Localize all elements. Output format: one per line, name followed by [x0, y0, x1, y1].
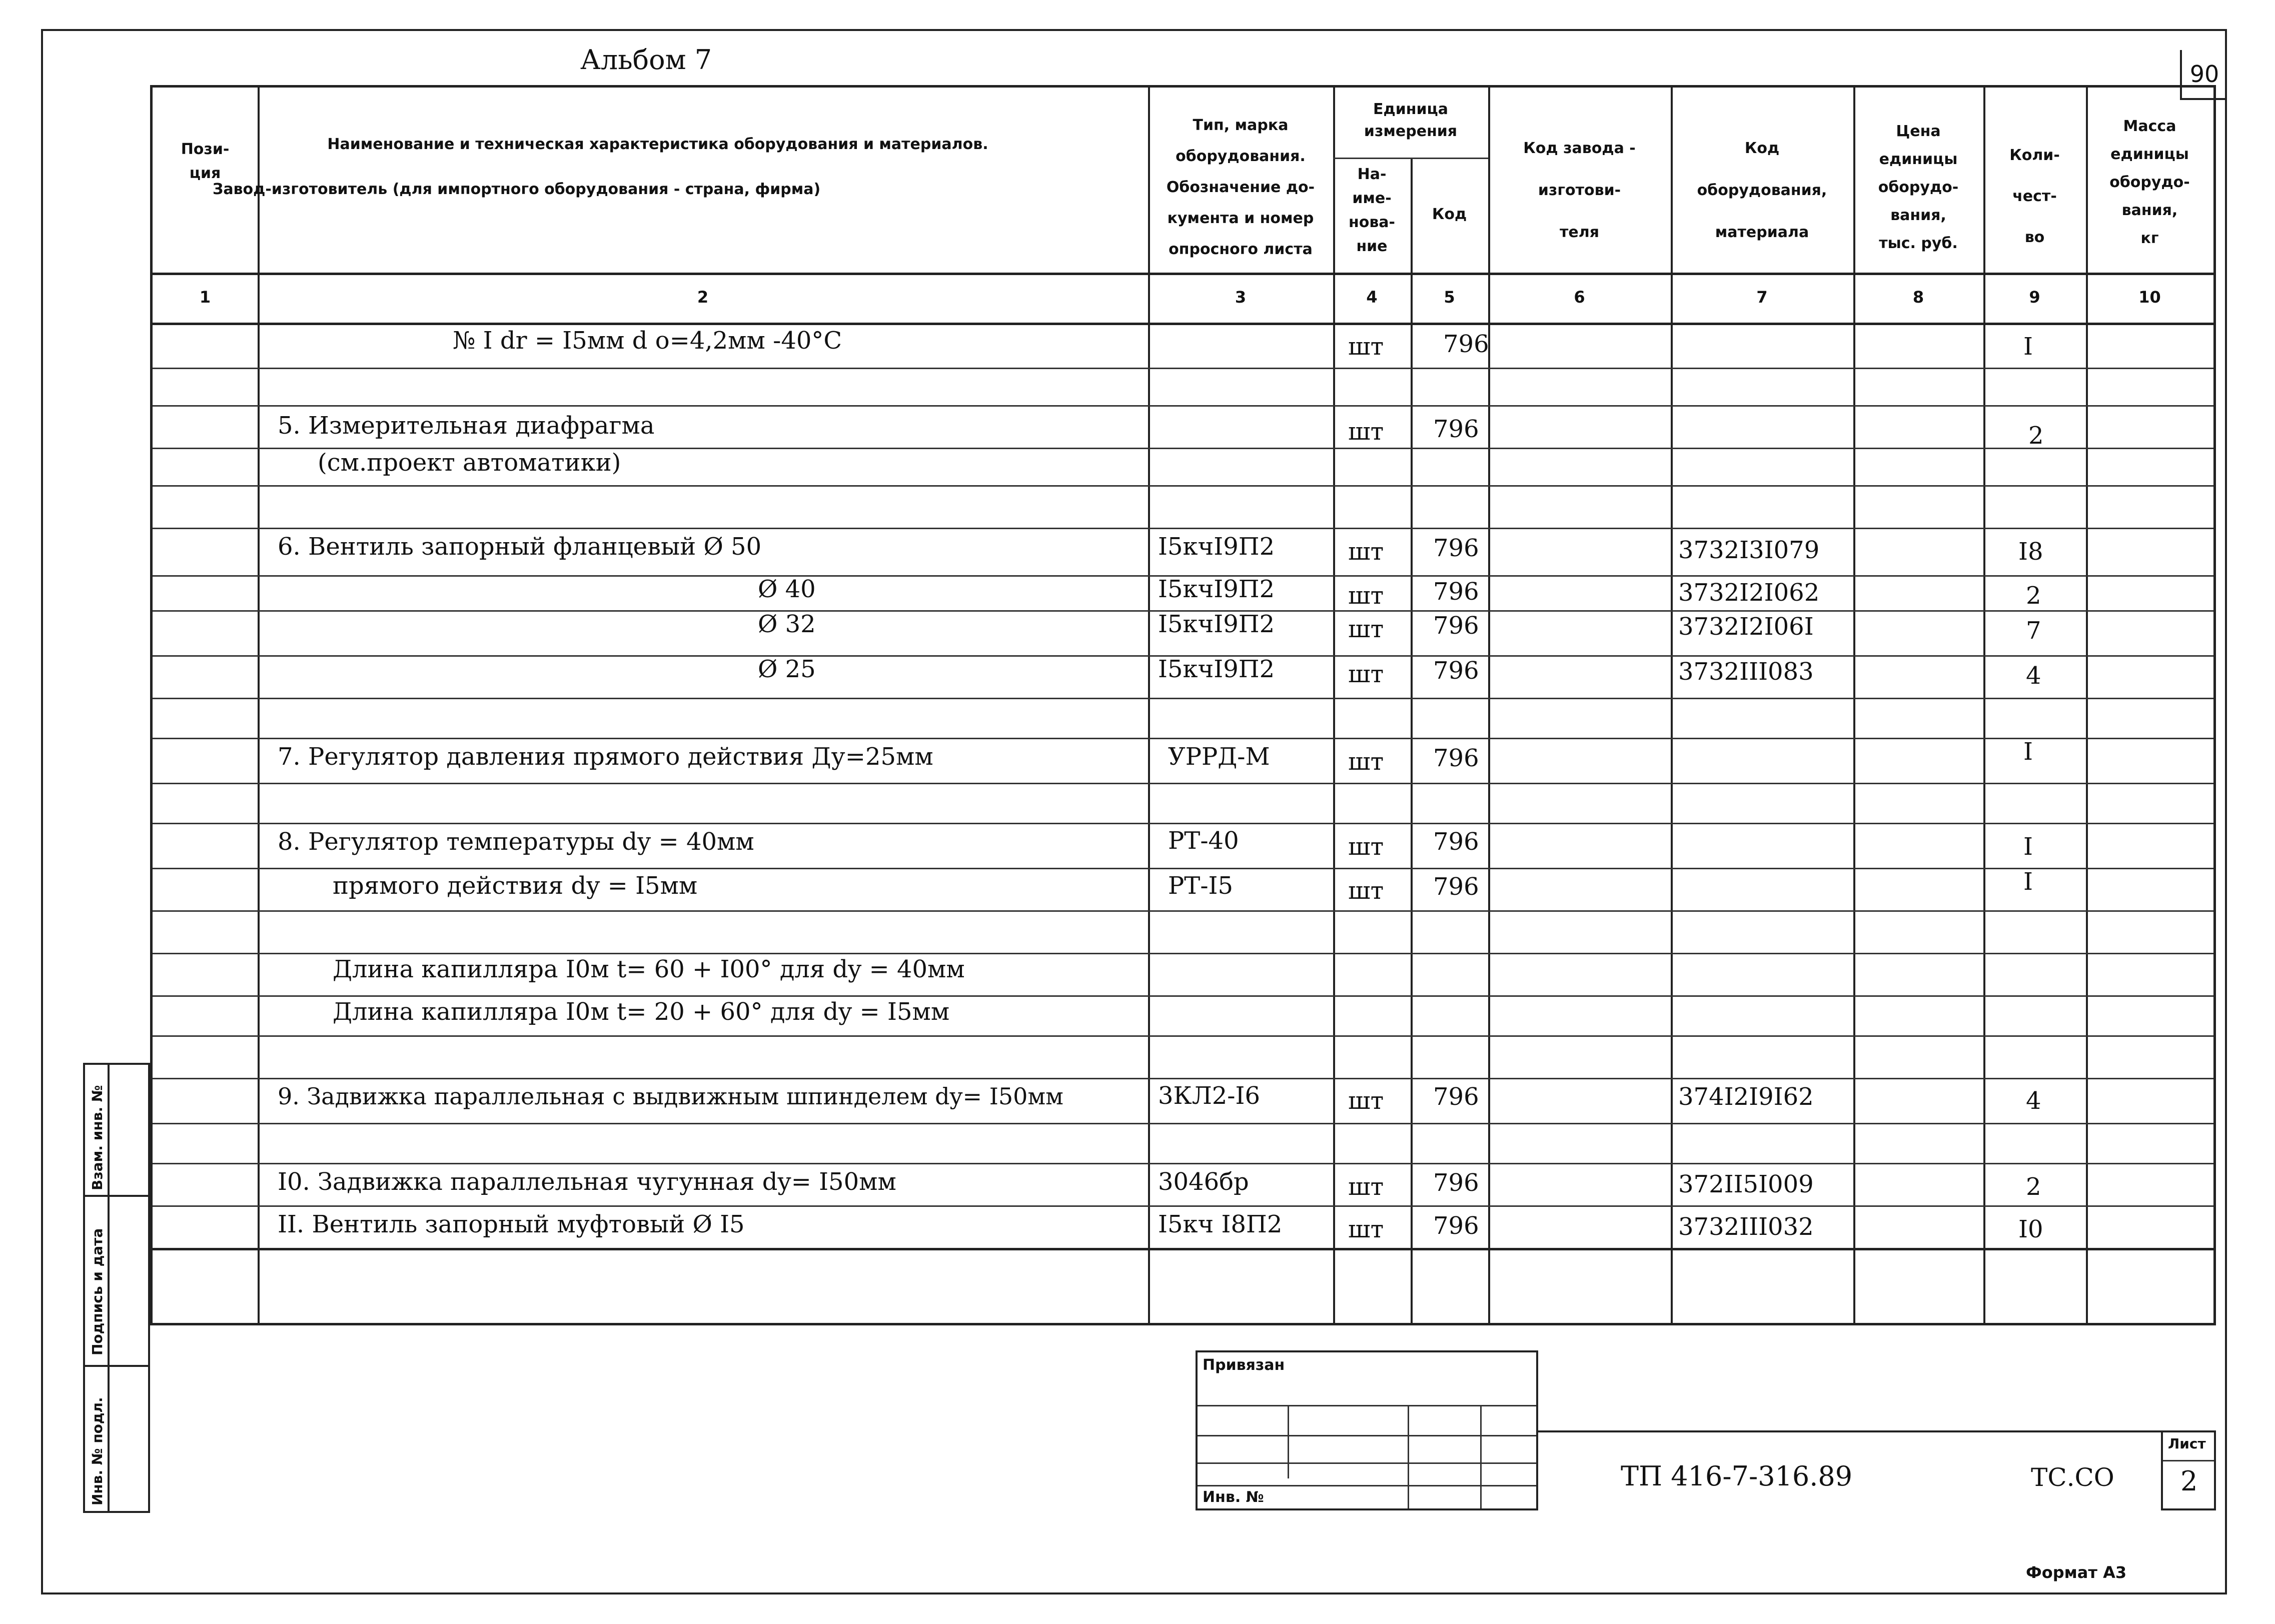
stamp-vline — [1288, 1405, 1289, 1478]
item-type: УРРД-М — [1168, 743, 1270, 771]
header-position: Пози- ция — [181, 141, 230, 182]
item-material-code: 372II5I009 — [1678, 1170, 1814, 1198]
header-name-line1: Наименование и техническая характеристика оборудования и материалов. — [327, 136, 988, 153]
item-unit-code: 796 — [1433, 873, 1479, 901]
item-unit-code: 796 — [1443, 330, 1489, 358]
sheet-number-box — [2161, 1430, 2216, 1510]
binding-stamp — [1196, 1350, 1538, 1510]
side-label-inv-podl: Инв. № подл. — [89, 1397, 106, 1505]
header-factory-code: Код завода - изготови- теля — [1523, 140, 1636, 241]
row-line — [153, 1163, 2213, 1164]
item-unit-code: 796 — [1433, 828, 1479, 856]
item-name: I0. Задвижка параллельная чугунная dy= I50мм — [278, 1168, 896, 1196]
row-line — [153, 995, 2213, 997]
stamp-line — [1198, 1462, 1536, 1464]
row-line — [153, 1248, 2213, 1250]
header-bottom — [153, 273, 2213, 275]
item-name: 7. Регулятор давления прямого действия Ду=25мм — [278, 743, 933, 771]
title-block-line — [1538, 1430, 2216, 1432]
item-type: 3КЛ2-I6 — [1158, 1082, 1260, 1110]
item-quantity: 4 — [2026, 1087, 2041, 1115]
item-unit-code: 796 — [1433, 657, 1479, 685]
item-quantity: I — [2023, 738, 2033, 766]
item-quantity: 7 — [2026, 617, 2041, 645]
item-unit-code: 796 — [1433, 415, 1479, 443]
item-unit-code: 796 — [1433, 1169, 1479, 1197]
item-material-code: 374I2I9I62 — [1678, 1083, 1814, 1111]
item-name: Ø 40 — [758, 575, 816, 603]
header-unit-code: Код — [1432, 206, 1467, 223]
list-label: Лист — [2168, 1435, 2206, 1452]
item-name: 6. Вентиль запорный фланцевый Ø 50 — [278, 533, 762, 561]
column-number: 3 — [1235, 288, 1247, 307]
item-type: I5кчI9П2 — [1158, 575, 1275, 603]
col-divider — [1411, 158, 1413, 1323]
item-type: I5кчI9П2 — [1158, 655, 1275, 683]
item-unit-code: 796 — [1433, 612, 1479, 640]
item-unit: шт — [1348, 1215, 1384, 1243]
item-name: 8. Регулятор температуры dy = 40мм — [278, 828, 754, 856]
row-line — [153, 1205, 2213, 1207]
column-number: 6 — [1574, 288, 1585, 307]
item-type: I5кчI9П2 — [1158, 533, 1275, 561]
item-quantity: 4 — [2026, 662, 2041, 690]
sheet-number: 2 — [2180, 1465, 2198, 1497]
item-quantity: 2 — [2026, 1173, 2041, 1201]
item-material-code: 3732III083 — [1678, 658, 1814, 686]
item-unit: шт — [1348, 538, 1384, 566]
side-label-podpis: Подпись и дата — [89, 1228, 106, 1355]
header-name-line2: Завод-изготовитель (для импортного оборудования - страна, фирма) — [213, 181, 821, 198]
album-title: Альбом 7 — [580, 44, 712, 76]
item-quantity: I — [2023, 333, 2033, 361]
header-unit-name: На- име- нова- ние — [1348, 166, 1396, 255]
item-unit: шт — [1348, 333, 1384, 361]
item-unit-code: 796 — [1433, 1212, 1479, 1240]
column-number: 1 — [199, 288, 211, 307]
item-quantity: I8 — [2018, 538, 2043, 566]
item-unit-code: 796 — [1433, 534, 1479, 562]
item-quantity: 2 — [2026, 582, 2041, 610]
row-line — [153, 823, 2213, 824]
item-type: I5кчI9П2 — [1158, 610, 1275, 638]
item-name-continued: (см.проект автоматики) — [318, 449, 621, 477]
item-name: 9. Задвижка параллельная с выдвижным шпинделем dy= I50мм — [278, 1083, 1063, 1110]
item-name-continued: прямого действия dy = I5мм — [333, 872, 698, 900]
header-material-code: Код оборудования, материала — [1697, 140, 1827, 241]
colnum-bottom — [153, 323, 2213, 325]
item-quantity: I0 — [2018, 1215, 2043, 1243]
strip-divider — [85, 1195, 148, 1197]
item-quantity: I — [2023, 833, 2033, 861]
item-material-code: 3732I2I06I — [1678, 613, 1814, 641]
column-number: 5 — [1444, 288, 1455, 307]
header-mass: Масса единицы оборудо- вания, кг — [2109, 118, 2190, 247]
header-type: Тип, марка оборудования. Обозначение до- кумента и номер опросного листа — [1166, 117, 1315, 258]
stamp-vline — [1480, 1405, 1482, 1508]
document-code: ТП 416-7-316.89 — [1621, 1460, 1853, 1492]
page-number: 90 — [2180, 50, 2227, 100]
unit-header-divider — [1333, 158, 1488, 159]
item-quantity: 2 — [2028, 422, 2044, 450]
header-unit-group: Единица измерения — [1364, 101, 1458, 140]
item-unit: шт — [1348, 833, 1384, 861]
row-line — [153, 698, 2213, 699]
item-unit-code: 796 — [1433, 744, 1479, 772]
item-type: I5кч I8П2 — [1158, 1210, 1283, 1238]
list-divider — [2163, 1460, 2214, 1461]
specification-table — [150, 85, 2216, 1325]
row-line — [153, 783, 2213, 784]
item-unit: шт — [1348, 1173, 1384, 1201]
strip-divider — [108, 1065, 110, 1511]
item-type: РТ-40 — [1168, 827, 1239, 855]
header-quantity: Коли- чест- во — [2009, 147, 2060, 246]
document-mark: ТС.СО — [2031, 1463, 2114, 1492]
row-line — [153, 1035, 2213, 1037]
strip-divider — [85, 1365, 148, 1367]
row-line — [153, 1078, 2213, 1079]
row-line — [153, 485, 2213, 487]
column-number: 9 — [2029, 288, 2040, 307]
side-label-vzam: Взам. инв. № — [89, 1085, 106, 1190]
item-quantity: I — [2023, 868, 2033, 896]
row-line — [153, 368, 2213, 369]
stamp-line — [1198, 1485, 1536, 1486]
item-unit-code: 796 — [1433, 578, 1479, 606]
row-line — [153, 1123, 2213, 1124]
item-unit: шт — [1348, 582, 1384, 610]
item-unit: шт — [1348, 1087, 1384, 1115]
item-name: II. Вентиль запорный муфтовый Ø I5 — [278, 1210, 745, 1238]
item-name: Ø 32 — [758, 610, 816, 638]
privyazan-label: Привязан — [1203, 1356, 1285, 1374]
column-number: 4 — [1366, 288, 1378, 307]
item-unit: шт — [1348, 660, 1384, 688]
item-name: Ø 25 — [758, 655, 816, 683]
inv-no-label: Инв. № — [1203, 1488, 1264, 1506]
item-name: 5. Измерительная диафрагма — [278, 412, 655, 440]
item-material-code: 3732I3I079 — [1678, 536, 1820, 564]
row-line — [153, 910, 2213, 912]
stamp-line — [1198, 1435, 1536, 1436]
item-unit: шт — [1348, 877, 1384, 905]
format-label: Формат А3 — [2026, 1563, 2127, 1582]
item-unit: шт — [1348, 748, 1384, 776]
item-material-code: 3732III032 — [1678, 1213, 1814, 1241]
column-number: 2 — [697, 288, 709, 307]
stamp-vline — [1408, 1405, 1409, 1508]
column-number: 8 — [1912, 288, 1924, 307]
header-price: Цена единицы оборудо- вания, тыс. руб. — [1878, 123, 1959, 252]
item-unit-code: 796 — [1433, 1083, 1479, 1111]
row-line — [153, 953, 2213, 954]
item-type: РТ-I5 — [1168, 872, 1234, 900]
row-line — [153, 868, 2213, 869]
item-unit: шт — [1348, 615, 1384, 643]
stamp-line — [1198, 1405, 1536, 1406]
item-note: Длина капилляра I0м t= 20 + 60° для dy = I5мм — [333, 998, 950, 1026]
item-material-code: 3732I2I062 — [1678, 579, 1820, 607]
column-number: 7 — [1756, 288, 1768, 307]
item-type: 3046бр — [1158, 1168, 1249, 1196]
column-number: 10 — [2138, 288, 2161, 307]
row-line — [153, 405, 2213, 407]
row-line — [153, 738, 2213, 739]
row-line — [153, 528, 2213, 529]
item-unit: шт — [1348, 418, 1384, 446]
item-name: № I dr = I5мм d о=4,2мм -40°С — [453, 327, 842, 355]
item-note: Длина капилляра I0м t= 60 + I00° для dy = 40мм — [333, 955, 965, 983]
